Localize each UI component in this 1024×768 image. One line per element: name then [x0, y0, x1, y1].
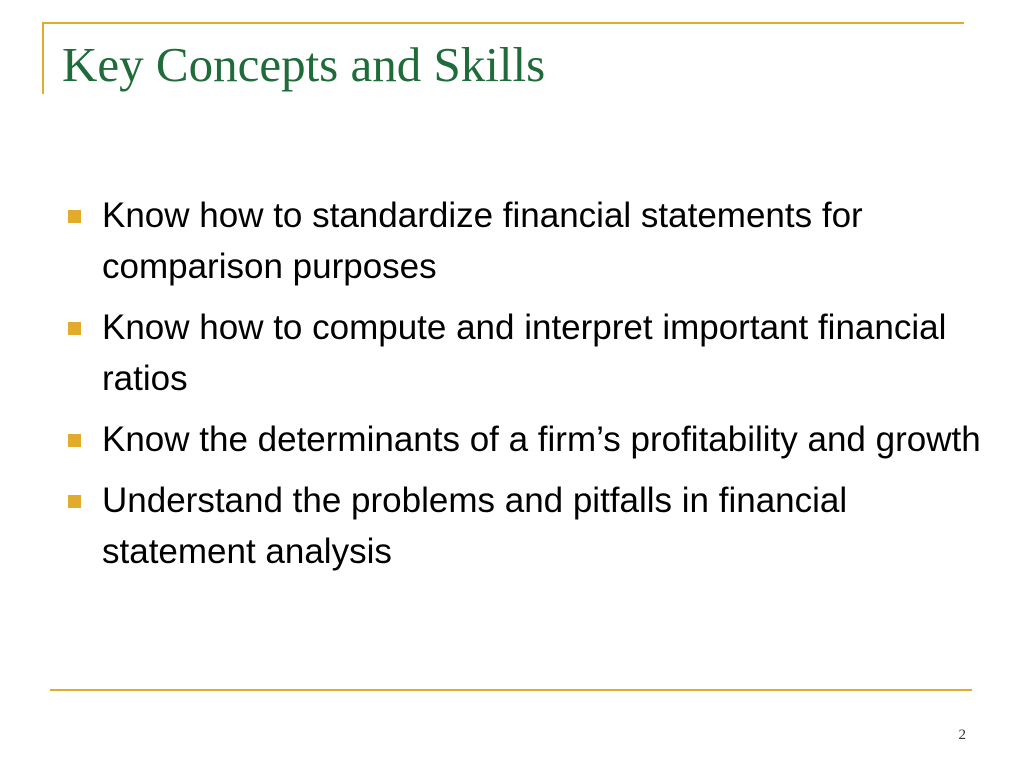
- footer-rule: [50, 689, 972, 691]
- title-frame-top-rule: [42, 22, 964, 24]
- title-frame-left-rule: [42, 22, 44, 94]
- bullet-item: [62, 302, 982, 404]
- slide-title: Key Concepts and Skills: [62, 37, 546, 92]
- bullet-list: [62, 190, 982, 587]
- bullet-text: Understand the problems and pitfalls in financial statement analysis: [102, 481, 848, 571]
- square-bullet-icon: [68, 210, 81, 223]
- bullet-text: Know how to compute and interpret important financial ratios: [102, 308, 947, 398]
- page-number: 2: [958, 727, 966, 743]
- square-bullet-icon: [68, 495, 81, 508]
- bullet-text: Know how to standardize financial statements for comparison purposes: [102, 196, 863, 286]
- square-bullet-icon: [68, 322, 81, 335]
- bullet-item: [62, 475, 982, 577]
- square-bullet-icon: [68, 434, 81, 447]
- bullet-item: [62, 414, 982, 465]
- bullet-text: Know the determinants of a firm’s profitability and growth: [102, 420, 981, 459]
- bullet-item: [62, 190, 982, 292]
